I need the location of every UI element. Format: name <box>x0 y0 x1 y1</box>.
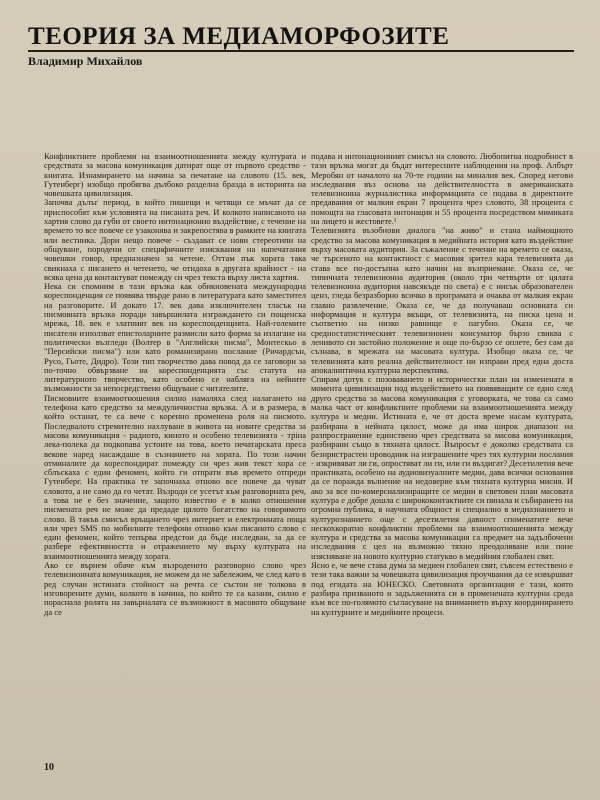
title-rule <box>28 50 574 52</box>
article-author: Владимир Михайлов <box>28 54 143 68</box>
paragraph: Телевизията възобнови диалога "на живо" и стана наймощното средство за масова комуникация в медийната история като въздействие върху масовата аудитория. За съжаление с течение на времето се оказа, че търсеното на контактност с масовия зрител кара телевизията да става все по-достъпна като начин на възприемане. Оказа се, че типичната телевизионна аудитория (около три четвърти от цялата телевизионна аудитория навсякъде по света) е с нисък образователен ценз, гледа безразборно всичко в програмата и очаква от малкия екран главно развлечение. Оказа се, че да получаваш основната си информация и култура вкъщи, от телевизията, на писка цена и съответно на низко равнище е пагубно. Оказа се, че средностатистическият телевизионен консуматор бързо свиква с ленивото си застойно положение и още по-бързо се оплете, без сам да съзнава, в мрежата на масовата култура. Изобщо оказа се, че телевизията като реална действителност ни изправи пред една доста апокалиптична културна перспектива. <box>311 225 573 375</box>
right-column <box>311 152 573 750</box>
paragraph: Ако се върнем обаче към възроденото разговорно слово чрез телевизионната комуникация, не можем да не забележим, че след като в ред случаи истината стойност на речта се състои не толкова в изговорените думи, колкото в начина, по който те са казани, силно е пораснала ролята на завърналата се възможност в масовото общуване да се <box>44 560 306 617</box>
paragraph: Нека си спомним в тази връзка как обикновената международна кореспонденция се появява твърде рано в литературата като заместител на разговорите. И докато 17. век дава изключителен тласък на писмовната връзка поради завършилата изграждането си пощенска мрежа, 18. век е златният век на кореспонденцията. Най-големите писатели използват епистоларните размисли като форма за излагане на политически възгледи (Волтер в "Английски писма", Монтескьо в "Персийски писма") или като романизирано послание (Ричардсън, Русо, Гьоте, Дидро). Този тип творчество дава повод да се заговори за по-точно обвързване на кореспонденцията със статута на литературното творчество, като особено се набляга на нейните възможности за непосредствено общуване с читателите. <box>44 281 306 394</box>
paragraph: Спирам дотук с позоваването и историчесгки план на изменената в момента цивилизация под въздействието на появяващите се едно след друго средства за масова комуникация с уговорката, че това са само малка част от конфликтните проблеми на взаимоотношенията между култура и медии. Истината е, че от доста време насам културата, разбирана в нейната цялост, може да има широк диапазон на разпространение единствено чрез средствата за масова комуникация, разбирани също в тяхната цялост. Въпросът е доколко средствата са безнристрастен проводник на изграшените чрез тях културни послания - изкривяват ли ги, опростяват ли ги, или ги въздигат? Десетилетия вече практиката, особено на аудиовизуалните медии, дава всички основания да се поражда вълнение на недоверие към тяхната културна мисия. И ако за все по-комерсиализиращите се медии в световен план масовата култура е добре дошла с ширококонтактните си пинала и събирането на огромна публика, в научната общност и специално в медиазнанието и културознанието още с десетилетия давност споменатите вече нескохкоратно конфликтни проблеми на взаимоотношенията между култура и средства за масова комуникация са предмет на задълбочени изследвания с цел на възможно тяхно преодоляване или поне изясняване на новото културно статукво в медийния глобален свят. <box>311 374 573 561</box>
paragraph: Ясно е, че вече става дума за медиен глобален свят, съвсем естествено е тези така важни за човешката цивилизация проучвания да се извършват под егидата на ЮНЕСКО. Световната организация е тази, която разбира призваното и задълженията си в променената културна среда към все по-голямото съгласуване на вниманието върху координирането на културните и медийните процеси. <box>311 560 573 617</box>
left-column <box>44 152 306 750</box>
paragraph: Започва дълъг период, в който пишещи и четящи се мъчат да се приспособят към условията на писаната реч. И колкото написаното на хартия слово да губи от своето интонационно въздействие, с течение на времето то все повече се узаконява и закрепостява в рамките на книгата или вестника. Дори нещо повече - създават се нови стереотипи на общуване, породени от специфичните изисквания на напечатания човешки говор, предназначен за четене. Оттам пък хората така свикнаха с писането и четенето, че отидоха в другата крайност - на всяка цена да контактуват помежду си чрез текста върху листа хартия. <box>44 197 306 282</box>
paragraph: подава и интонационният смисъл на словото. Любопитна подробност в тази връзка могат да бъдат интересните наблюдения на проф. Албърт Меробян от началото на 70-те години на миналия век. Според негови изследвания въз основа на действителността в американската телевизионна журналистика информацията се подава в директните предавания от малкия екран 7 процента чрез словото, 38 процента с помощта на гласовата интонация и 55 процента посредством мимиката на лицето и жестовете.¹ <box>311 152 573 227</box>
article-title: ТЕОРИЯ ЗА МЕДИАМОРФОЗИТЕ <box>28 23 450 50</box>
paragraph: Писмовните взаимоотношения силно намаляха след налагането на телефона като средство за междуличностна връзка. А и в размера, в който останат, те са вече с коренно променена роля на писмото. Последвалото стремително нахлуване в живота на новите средства за масова комуникация - радиото, киното и особено телевизията - тріна лека-полека да подкопава устоите на това, което печатарската преса векове наред насаждаше в съзнанието на хората. По този начин отминалите да кореспондират помежду си чрез жив текст хора се сблъскаха с един феномен, който ги отпрати във времето отпреди Гутенберг. На практика те започнаха отново все повече да чуват словото, а не само да го четат. Възроди се усетът към разговорната реч, а това не е без значение, защото известно е в колко отношения писмената реч не може да предаде цялото богатство на говоримото слово. В такъв смисъл връщането чрез интернет и електронната поща или чрез SMS по мобилните телефони отново към писаното слово с един феномен, който тепърва предстои да бъде изследван, за да се разбере ефективността и отражението му върху културата на взаимоотношенията между хората. <box>44 392 306 561</box>
page-number: 10 <box>44 762 54 773</box>
paragraph: Конфликтните проблеми на взаимоотношенията между културата и средствата за масова комуникация датират още от първото средство - книгата. Изнамирането на начина за печатане на словото (15. век, Гутенберг) изобщо пробягва дълбоко разделна бразда в историята на човешката цивилизация. <box>44 152 306 199</box>
